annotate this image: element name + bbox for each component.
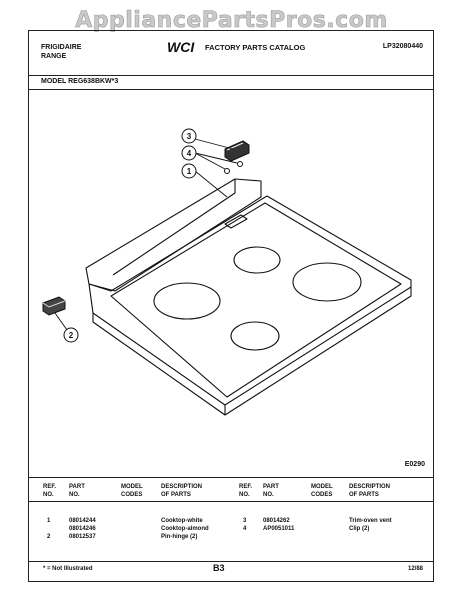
header-model: MODEL CODES bbox=[311, 484, 333, 498]
divider bbox=[29, 477, 433, 478]
clip-b bbox=[238, 162, 243, 167]
callout-2: 2 bbox=[68, 331, 74, 340]
row-ref: 4 bbox=[243, 526, 247, 532]
figure-code: E0290 bbox=[404, 461, 425, 468]
row-desc: Cooktop-white bbox=[161, 518, 203, 524]
revision-date: 12/88 bbox=[407, 566, 423, 572]
row-ref: 3 bbox=[243, 518, 247, 524]
brand-name: FRIGIDAIRE bbox=[41, 44, 82, 51]
cooktop-outline bbox=[89, 196, 411, 405]
watermark: AppliancePartsPros.com bbox=[75, 8, 388, 33]
burner-front-right bbox=[231, 322, 279, 350]
parts-sheet bbox=[28, 30, 434, 582]
row-desc: Pin-hinge (2) bbox=[161, 534, 198, 540]
callout-1: 1 bbox=[186, 167, 192, 176]
footnote: * = Not Illustrated bbox=[43, 566, 93, 572]
row-part: 08012537 bbox=[69, 534, 96, 540]
header-part: PART NO. bbox=[69, 484, 85, 498]
row-part: 08014246 bbox=[69, 526, 96, 532]
callout-3: 3 bbox=[186, 132, 192, 141]
row-ref: 1 bbox=[47, 518, 51, 524]
model-number: MODEL REG638BKW*3 bbox=[41, 78, 119, 85]
header-model: MODEL CODES bbox=[121, 484, 143, 498]
cooktop-diagram bbox=[29, 31, 435, 471]
pin-hinge bbox=[43, 297, 65, 315]
divider bbox=[29, 561, 433, 562]
clip-a bbox=[225, 169, 230, 174]
row-part: AP0051011 bbox=[263, 526, 295, 532]
publication-number: LP32080440 bbox=[382, 43, 423, 50]
divider bbox=[29, 501, 433, 502]
row-desc: Cooktop-almond bbox=[161, 526, 209, 532]
trim-oven-vent bbox=[225, 141, 249, 161]
callout-4: 4 bbox=[186, 149, 192, 158]
row-ref: 2 bbox=[47, 534, 51, 540]
burner-rear-right bbox=[293, 263, 361, 301]
row-part: 08014244 bbox=[69, 518, 96, 524]
svg-text:WCI: WCI bbox=[167, 40, 195, 54]
row-part: 08014262 bbox=[263, 518, 290, 524]
product-type: RANGE bbox=[41, 53, 67, 60]
header-desc: DESCRIPTION OF PARTS bbox=[161, 484, 203, 498]
header-desc: DESCRIPTION OF PARTS bbox=[349, 484, 391, 498]
row-desc: Clip (2) bbox=[349, 526, 370, 532]
burner-rear-left bbox=[234, 247, 280, 273]
header-ref: REF. NO. bbox=[43, 484, 57, 498]
vent-slot bbox=[225, 215, 247, 228]
burner-front-left bbox=[154, 283, 220, 319]
header-part: PART NO. bbox=[263, 484, 279, 498]
catalog-title: FACTORY PARTS CATALOG bbox=[205, 42, 306, 52]
header-ref: REF. NO. bbox=[239, 484, 253, 498]
rear-trim bbox=[86, 179, 261, 291]
page-number: B3 bbox=[213, 563, 225, 573]
row-desc: Trim-oven vent bbox=[349, 518, 392, 524]
